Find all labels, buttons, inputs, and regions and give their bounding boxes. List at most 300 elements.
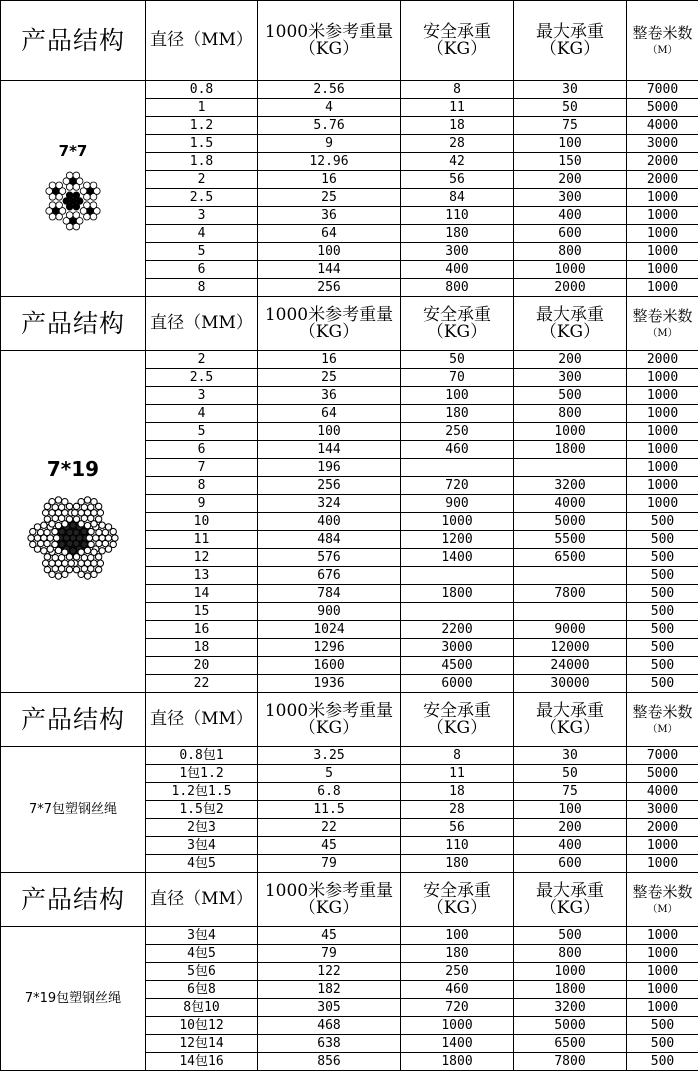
roll-length-cell: 1000 bbox=[627, 189, 698, 207]
max-load-cell: 500 bbox=[514, 927, 627, 945]
max-load-cell: 50 bbox=[514, 765, 627, 783]
diameter-cell: 3包4 bbox=[146, 837, 258, 855]
diameter-cell: 6 bbox=[146, 441, 258, 459]
structure-label: 7*7 bbox=[58, 142, 88, 160]
weight-cell: 4 bbox=[258, 99, 401, 117]
max-load-cell: 100 bbox=[514, 135, 627, 153]
header-safe-load-line2: （KG） bbox=[426, 717, 488, 738]
diameter-cell: 14 bbox=[146, 585, 258, 603]
roll-length-cell: 1000 bbox=[627, 945, 698, 963]
max-load-cell: 75 bbox=[514, 783, 627, 801]
header-roll-length-line2: （M） bbox=[647, 327, 678, 339]
header-max-load-line1: 最大承重 bbox=[536, 880, 604, 901]
header-safe-load bbox=[401, 873, 514, 927]
safe-load-cell: 4500 bbox=[401, 657, 514, 675]
header-diameter-text: 直径（MM） bbox=[150, 30, 253, 50]
diameter-cell: 9 bbox=[146, 495, 258, 513]
diameter-cell: 2.5 bbox=[146, 189, 258, 207]
header-roll-length-line1: 整卷米数 bbox=[632, 23, 693, 42]
safe-load-cell: 720 bbox=[401, 477, 514, 495]
table-row bbox=[1, 351, 698, 369]
safe-load-cell: 1800 bbox=[401, 585, 514, 603]
max-load-cell: 800 bbox=[514, 405, 627, 423]
header-structure bbox=[1, 297, 146, 351]
max-load-cell: 2000 bbox=[514, 279, 627, 297]
roll-length-cell: 500 bbox=[627, 513, 698, 531]
max-load-cell: 300 bbox=[514, 189, 627, 207]
diameter-cell: 8 bbox=[146, 279, 258, 297]
max-load-cell: 12000 bbox=[514, 639, 627, 657]
roll-length-cell: 1000 bbox=[627, 999, 698, 1017]
header-safe-load bbox=[401, 1, 514, 81]
diameter-cell: 3 bbox=[146, 207, 258, 225]
header-safe-load-line2: （KG） bbox=[426, 38, 488, 59]
safe-load-cell: 42 bbox=[401, 153, 514, 171]
safe-load-cell: 250 bbox=[401, 963, 514, 981]
roll-length-cell: 1000 bbox=[627, 459, 698, 477]
roll-length-cell: 500 bbox=[627, 675, 698, 693]
safe-load-cell: 180 bbox=[401, 855, 514, 873]
roll-length-cell: 500 bbox=[627, 1053, 698, 1071]
diameter-cell: 5包6 bbox=[146, 963, 258, 981]
weight-cell: 5.76 bbox=[258, 117, 401, 135]
weight-cell: 25 bbox=[258, 189, 401, 207]
header-weight bbox=[258, 297, 401, 351]
header-roll-length bbox=[627, 873, 698, 927]
diameter-cell: 3 bbox=[146, 387, 258, 405]
header-max-load bbox=[514, 1, 627, 81]
diameter-cell: 2.5 bbox=[146, 369, 258, 387]
safe-load-cell: 2200 bbox=[401, 621, 514, 639]
weight-cell: 182 bbox=[258, 981, 401, 999]
weight-cell: 45 bbox=[258, 927, 401, 945]
header-structure bbox=[1, 873, 146, 927]
safe-load-cell: 800 bbox=[401, 279, 514, 297]
safe-load-cell: 11 bbox=[401, 99, 514, 117]
safe-load-cell: 56 bbox=[401, 819, 514, 837]
safe-load-cell: 400 bbox=[401, 261, 514, 279]
rope-cross-section-icon bbox=[41, 169, 105, 233]
roll-length-cell: 5000 bbox=[627, 765, 698, 783]
weight-cell: 144 bbox=[258, 261, 401, 279]
max-load-cell: 200 bbox=[514, 819, 627, 837]
roll-length-cell: 1000 bbox=[627, 477, 698, 495]
header-diameter bbox=[146, 873, 258, 927]
weight-cell: 2.56 bbox=[258, 81, 401, 99]
header-roll-length-line1: 整卷米数 bbox=[632, 882, 693, 901]
roll-length-cell: 2000 bbox=[627, 819, 698, 837]
roll-length-cell: 1000 bbox=[627, 495, 698, 513]
max-load-cell: 5000 bbox=[514, 1017, 627, 1035]
diameter-cell: 5 bbox=[146, 243, 258, 261]
safe-load-cell: 18 bbox=[401, 117, 514, 135]
header-row bbox=[1, 693, 698, 747]
diameter-cell: 5 bbox=[146, 423, 258, 441]
table-row bbox=[1, 81, 698, 99]
header-structure-text: 产品结构 bbox=[20, 309, 125, 338]
max-load-cell: 5500 bbox=[514, 531, 627, 549]
roll-length-cell: 500 bbox=[627, 531, 698, 549]
header-diameter-text: 直径（MM） bbox=[150, 709, 253, 729]
diameter-cell: 2 bbox=[146, 171, 258, 189]
weight-cell: 638 bbox=[258, 1035, 401, 1053]
header-structure-text: 产品结构 bbox=[20, 705, 125, 734]
header-structure-text: 产品结构 bbox=[20, 26, 125, 55]
header-weight bbox=[258, 873, 401, 927]
weight-cell: 1296 bbox=[258, 639, 401, 657]
safe-load-cell: 300 bbox=[401, 243, 514, 261]
header-safe-load-line2: （KG） bbox=[426, 897, 488, 918]
safe-load-cell: 720 bbox=[401, 999, 514, 1017]
weight-cell: 36 bbox=[258, 207, 401, 225]
roll-length-cell: 1000 bbox=[627, 243, 698, 261]
header-safe-load-line2: （KG） bbox=[426, 321, 488, 342]
header-max-load-line1: 最大承重 bbox=[536, 304, 604, 325]
diameter-cell: 20 bbox=[146, 657, 258, 675]
safe-load-cell: 6000 bbox=[401, 675, 514, 693]
header-weight bbox=[258, 693, 401, 747]
max-load-cell: 30000 bbox=[514, 675, 627, 693]
header-safe-load-line1: 安全承重 bbox=[423, 304, 491, 325]
weight-cell: 12.96 bbox=[258, 153, 401, 171]
diameter-cell: 1.2 bbox=[146, 117, 258, 135]
roll-length-cell: 7000 bbox=[627, 81, 698, 99]
safe-load-cell: 8 bbox=[401, 747, 514, 765]
header-weight-line1: 1000米参考重量 bbox=[264, 700, 394, 721]
header-max-load bbox=[514, 873, 627, 927]
diameter-cell: 11 bbox=[146, 531, 258, 549]
roll-length-cell: 1000 bbox=[627, 279, 698, 297]
header-safe-load-line1: 安全承重 bbox=[423, 21, 491, 42]
header-max-load bbox=[514, 693, 627, 747]
safe-load-cell: 110 bbox=[401, 207, 514, 225]
safe-load-cell: 84 bbox=[401, 189, 514, 207]
roll-length-cell: 1000 bbox=[627, 855, 698, 873]
header-row bbox=[1, 873, 698, 927]
roll-length-cell: 500 bbox=[627, 567, 698, 585]
structure-cell bbox=[1, 927, 146, 1071]
weight-cell: 16 bbox=[258, 171, 401, 189]
header-weight-line1: 1000米参考重量 bbox=[264, 880, 394, 901]
max-load-cell: 3200 bbox=[514, 477, 627, 495]
roll-length-cell: 3000 bbox=[627, 135, 698, 153]
roll-length-cell: 500 bbox=[627, 549, 698, 567]
diameter-cell: 7 bbox=[146, 459, 258, 477]
structure-label: 7*19包塑钢丝绳 bbox=[24, 991, 122, 1006]
safe-load-cell: 28 bbox=[401, 801, 514, 819]
header-max-load-line2: （KG） bbox=[539, 717, 601, 738]
header-max-load-line1: 最大承重 bbox=[536, 21, 604, 42]
weight-cell: 144 bbox=[258, 441, 401, 459]
max-load-cell: 9000 bbox=[514, 621, 627, 639]
weight-cell: 122 bbox=[258, 963, 401, 981]
roll-length-cell: 1000 bbox=[627, 423, 698, 441]
max-load-cell: 150 bbox=[514, 153, 627, 171]
diameter-cell: 1包1.2 bbox=[146, 765, 258, 783]
max-load-cell: 24000 bbox=[514, 657, 627, 675]
safe-load-cell: 1000 bbox=[401, 1017, 514, 1035]
diameter-cell: 0.8 bbox=[146, 81, 258, 99]
max-load-cell bbox=[514, 603, 627, 621]
safe-load-cell: 1200 bbox=[401, 531, 514, 549]
max-load-cell: 30 bbox=[514, 81, 627, 99]
max-load-cell: 7800 bbox=[514, 1053, 627, 1071]
safe-load-cell: 11 bbox=[401, 765, 514, 783]
safe-load-cell: 100 bbox=[401, 387, 514, 405]
safe-load-cell: 1000 bbox=[401, 513, 514, 531]
diameter-cell: 4 bbox=[146, 225, 258, 243]
roll-length-cell: 1000 bbox=[627, 837, 698, 855]
safe-load-cell: 460 bbox=[401, 981, 514, 999]
structure-cell bbox=[1, 747, 146, 873]
weight-cell: 11.5 bbox=[258, 801, 401, 819]
diameter-cell: 4 bbox=[146, 405, 258, 423]
roll-length-cell: 500 bbox=[627, 639, 698, 657]
max-load-cell: 300 bbox=[514, 369, 627, 387]
header-weight-line2: （KG） bbox=[298, 321, 360, 342]
roll-length-cell: 2000 bbox=[627, 153, 698, 171]
header-structure bbox=[1, 693, 146, 747]
safe-load-cell: 70 bbox=[401, 369, 514, 387]
safe-load-cell: 100 bbox=[401, 927, 514, 945]
weight-cell: 100 bbox=[258, 243, 401, 261]
header-roll-length-line2: （M） bbox=[647, 44, 678, 56]
max-load-cell: 400 bbox=[514, 837, 627, 855]
roll-length-cell: 1000 bbox=[627, 927, 698, 945]
roll-length-cell: 500 bbox=[627, 621, 698, 639]
diameter-cell: 2 bbox=[146, 351, 258, 369]
diameter-cell: 1.5 bbox=[146, 135, 258, 153]
max-load-cell: 200 bbox=[514, 351, 627, 369]
diameter-cell: 22 bbox=[146, 675, 258, 693]
weight-cell: 1600 bbox=[258, 657, 401, 675]
weight-cell: 784 bbox=[258, 585, 401, 603]
header-roll-length-line1: 整卷米数 bbox=[632, 702, 693, 721]
header-safe-load-line1: 安全承重 bbox=[423, 700, 491, 721]
table-row bbox=[1, 927, 698, 945]
max-load-cell: 75 bbox=[514, 117, 627, 135]
weight-cell: 576 bbox=[258, 549, 401, 567]
roll-length-cell: 1000 bbox=[627, 405, 698, 423]
weight-cell: 6.8 bbox=[258, 783, 401, 801]
diameter-cell: 2包3 bbox=[146, 819, 258, 837]
structure-label: 7*19 bbox=[46, 456, 100, 481]
max-load-cell: 30 bbox=[514, 747, 627, 765]
header-safe-load bbox=[401, 693, 514, 747]
max-load-cell: 3200 bbox=[514, 999, 627, 1017]
spec-table-body bbox=[1, 1, 698, 1071]
roll-length-cell: 4000 bbox=[627, 783, 698, 801]
weight-cell: 196 bbox=[258, 459, 401, 477]
safe-load-cell: 180 bbox=[401, 225, 514, 243]
weight-cell: 856 bbox=[258, 1053, 401, 1071]
weight-cell: 100 bbox=[258, 423, 401, 441]
roll-length-cell: 4000 bbox=[627, 117, 698, 135]
safe-load-cell: 56 bbox=[401, 171, 514, 189]
roll-length-cell: 1000 bbox=[627, 387, 698, 405]
header-weight-line2: （KG） bbox=[298, 717, 360, 738]
header-roll-length bbox=[627, 693, 698, 747]
max-load-cell: 1800 bbox=[514, 441, 627, 459]
max-load-cell: 1800 bbox=[514, 981, 627, 999]
max-load-cell: 7800 bbox=[514, 585, 627, 603]
structure-cell bbox=[1, 81, 146, 297]
safe-load-cell: 180 bbox=[401, 945, 514, 963]
max-load-cell: 100 bbox=[514, 801, 627, 819]
weight-cell: 64 bbox=[258, 405, 401, 423]
header-structure-text: 产品结构 bbox=[20, 885, 125, 914]
header-roll-length bbox=[627, 1, 698, 81]
diameter-cell: 3包4 bbox=[146, 927, 258, 945]
diameter-cell: 1.5包2 bbox=[146, 801, 258, 819]
header-structure bbox=[1, 1, 146, 81]
weight-cell: 3.25 bbox=[258, 747, 401, 765]
safe-load-cell: 18 bbox=[401, 783, 514, 801]
roll-length-cell: 2000 bbox=[627, 171, 698, 189]
safe-load-cell: 460 bbox=[401, 441, 514, 459]
diameter-cell: 4包5 bbox=[146, 855, 258, 873]
diameter-cell: 6包8 bbox=[146, 981, 258, 999]
header-weight bbox=[258, 1, 401, 81]
safe-load-cell: 110 bbox=[401, 837, 514, 855]
weight-cell: 25 bbox=[258, 369, 401, 387]
diameter-cell: 18 bbox=[146, 639, 258, 657]
roll-length-cell: 500 bbox=[627, 1035, 698, 1053]
weight-cell: 324 bbox=[258, 495, 401, 513]
max-load-cell: 1000 bbox=[514, 963, 627, 981]
safe-load-cell: 180 bbox=[401, 405, 514, 423]
diameter-cell: 12 bbox=[146, 549, 258, 567]
max-load-cell: 50 bbox=[514, 99, 627, 117]
weight-cell: 256 bbox=[258, 477, 401, 495]
weight-cell: 79 bbox=[258, 855, 401, 873]
safe-load-cell bbox=[401, 567, 514, 585]
header-diameter bbox=[146, 693, 258, 747]
safe-load-cell: 1400 bbox=[401, 549, 514, 567]
safe-load-cell bbox=[401, 459, 514, 477]
weight-cell: 1936 bbox=[258, 675, 401, 693]
diameter-cell: 8包10 bbox=[146, 999, 258, 1017]
weight-cell: 5 bbox=[258, 765, 401, 783]
header-safe-load-line1: 安全承重 bbox=[423, 880, 491, 901]
safe-load-cell: 28 bbox=[401, 135, 514, 153]
weight-cell: 400 bbox=[258, 513, 401, 531]
max-load-cell: 500 bbox=[514, 387, 627, 405]
header-diameter bbox=[146, 297, 258, 351]
safe-load-cell: 8 bbox=[401, 81, 514, 99]
roll-length-cell: 7000 bbox=[627, 747, 698, 765]
diameter-cell: 0.8包1 bbox=[146, 747, 258, 765]
header-diameter-text: 直径（MM） bbox=[150, 889, 253, 909]
roll-length-cell: 500 bbox=[627, 603, 698, 621]
roll-length-cell: 1000 bbox=[627, 369, 698, 387]
max-load-cell bbox=[514, 459, 627, 477]
header-row bbox=[1, 1, 698, 81]
weight-cell: 1024 bbox=[258, 621, 401, 639]
header-max-load-line2: （KG） bbox=[539, 321, 601, 342]
diameter-cell: 8 bbox=[146, 477, 258, 495]
weight-cell: 305 bbox=[258, 999, 401, 1017]
header-weight-line2: （KG） bbox=[298, 897, 360, 918]
max-load-cell: 5000 bbox=[514, 513, 627, 531]
weight-cell: 468 bbox=[258, 1017, 401, 1035]
header-max-load-line1: 最大承重 bbox=[536, 700, 604, 721]
table-row bbox=[1, 747, 698, 765]
diameter-cell: 1 bbox=[146, 99, 258, 117]
safe-load-cell: 900 bbox=[401, 495, 514, 513]
max-load-cell: 400 bbox=[514, 207, 627, 225]
diameter-cell: 10包12 bbox=[146, 1017, 258, 1035]
weight-cell: 16 bbox=[258, 351, 401, 369]
max-load-cell: 6500 bbox=[514, 1035, 627, 1053]
weight-cell: 36 bbox=[258, 387, 401, 405]
max-load-cell: 600 bbox=[514, 225, 627, 243]
diameter-cell: 16 bbox=[146, 621, 258, 639]
header-diameter bbox=[146, 1, 258, 81]
roll-length-cell: 500 bbox=[627, 585, 698, 603]
safe-load-cell: 50 bbox=[401, 351, 514, 369]
weight-cell: 9 bbox=[258, 135, 401, 153]
header-roll-length bbox=[627, 297, 698, 351]
structure-cell bbox=[1, 351, 146, 693]
diameter-cell: 1.2包1.5 bbox=[146, 783, 258, 801]
roll-length-cell: 500 bbox=[627, 1017, 698, 1035]
header-row bbox=[1, 297, 698, 351]
roll-length-cell: 500 bbox=[627, 657, 698, 675]
weight-cell: 484 bbox=[258, 531, 401, 549]
max-load-cell: 600 bbox=[514, 855, 627, 873]
max-load-cell: 1000 bbox=[514, 261, 627, 279]
diameter-cell: 15 bbox=[146, 603, 258, 621]
roll-length-cell: 1000 bbox=[627, 963, 698, 981]
weight-cell: 79 bbox=[258, 945, 401, 963]
max-load-cell: 800 bbox=[514, 243, 627, 261]
safe-load-cell bbox=[401, 603, 514, 621]
header-diameter-text: 直径（MM） bbox=[150, 313, 253, 333]
header-roll-length-line1: 整卷米数 bbox=[632, 306, 693, 325]
max-load-cell: 6500 bbox=[514, 549, 627, 567]
header-roll-length-line2: （M） bbox=[647, 723, 678, 735]
safe-load-cell: 1800 bbox=[401, 1053, 514, 1071]
max-load-cell: 4000 bbox=[514, 495, 627, 513]
header-max-load-line2: （KG） bbox=[539, 897, 601, 918]
header-weight-line1: 1000米参考重量 bbox=[264, 304, 394, 325]
weight-cell: 256 bbox=[258, 279, 401, 297]
roll-length-cell: 1000 bbox=[627, 981, 698, 999]
max-load-cell bbox=[514, 567, 627, 585]
roll-length-cell: 1000 bbox=[627, 207, 698, 225]
max-load-cell: 800 bbox=[514, 945, 627, 963]
diameter-cell: 12包14 bbox=[146, 1035, 258, 1053]
roll-length-cell: 1000 bbox=[627, 261, 698, 279]
diameter-cell: 14包16 bbox=[146, 1053, 258, 1071]
header-weight-line2: （KG） bbox=[298, 38, 360, 59]
max-load-cell: 200 bbox=[514, 171, 627, 189]
rope-cross-section-icon bbox=[26, 491, 120, 585]
roll-length-cell: 1000 bbox=[627, 225, 698, 243]
diameter-cell: 4包5 bbox=[146, 945, 258, 963]
header-weight-line1: 1000米参考重量 bbox=[264, 21, 394, 42]
header-safe-load bbox=[401, 297, 514, 351]
header-roll-length-line2: （M） bbox=[647, 903, 678, 915]
diameter-cell: 1.8 bbox=[146, 153, 258, 171]
header-max-load-line2: （KG） bbox=[539, 38, 601, 59]
weight-cell: 64 bbox=[258, 225, 401, 243]
safe-load-cell: 1400 bbox=[401, 1035, 514, 1053]
max-load-cell: 1000 bbox=[514, 423, 627, 441]
roll-length-cell: 5000 bbox=[627, 99, 698, 117]
weight-cell: 676 bbox=[258, 567, 401, 585]
